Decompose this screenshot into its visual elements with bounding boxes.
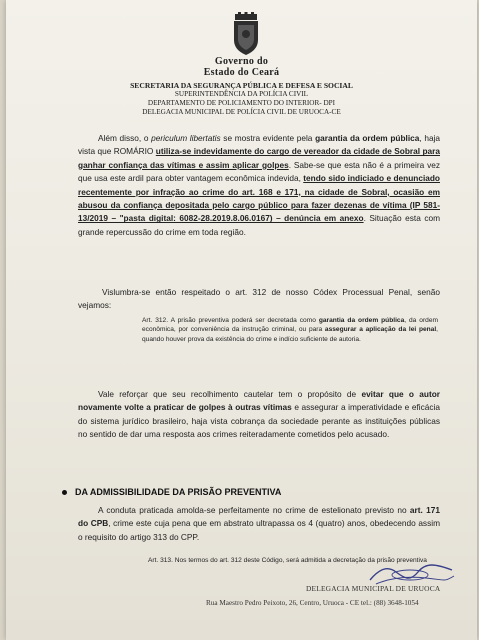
footer-address: Rua Maestro Pedro Peixoto, 26, Centro, Uruoca - CE tel.: (88) 3648-1054 [206, 599, 419, 607]
section-title: DA ADMISSIBILIDADE DA PRISÃO PREVENTIVA [62, 487, 442, 497]
government-title-line2: Estado do Ceará [203, 67, 280, 78]
bullet-icon [62, 490, 67, 495]
quote-art313: Art. 313. Nos termos do art. 312 deste Código, será admitida a decretação da prisão preventiva [148, 557, 427, 564]
footer-organization: DELEGACIA MUNICIPAL DE URUOCA [306, 584, 441, 593]
quote-art312: Art. 312. A prisão preventiva poderá ser decretada como garantia da ordem pública, da ordem econômica, por conveniência da instrução criminal, ou para assegurar a aplicação da lei penal, quando houver prova da existência do crime e indício suficiente de autoria. [142, 317, 439, 343]
header-delegacia: DELEGACIA MUNICIPAL DE POLÍCIA CIVIL DE URUOCA-CE [142, 108, 341, 116]
paragraph-periculum: Além disso, o periculum libertatis se mostra evidente pela garantia da ordem pública, haja vista que ROMÁRIO utiliza-se indevidamente do cargo de vereador da cidade de Sobral para ganhar confiança das vítimas e assim aplicar golpes. Sabe-se que esta não é a primeira vez que usa este ardil para obter vantagem econômica indevida, tendo sido indiciado e denunciado recentemente por infração ao crime do art. 168 e 171, na cidade de Sobral, ocasião em abusou da confiança depositada pelo cargo público para fazer dezenas de vítima (IP 581-13/2019 – "pasta digital: 6082-28.2019.8.06.0167) – denúncia em anexo. Situação esta com grande repercussão do crime em toda região. [78, 133, 441, 237]
document-page [6, 0, 477, 640]
header-superintendencia: SUPERINTENDÊNCIA DA POLÍCIA CIVIL [174, 90, 309, 98]
coat-of-arms-icon [232, 12, 260, 56]
header-departamento: DEPARTAMENTO DE POLICIAMENTO DO INTERIOR- DPI [147, 99, 336, 107]
paragraph-conduta: A conduta praticada amolda-se perfeitamente no crime de estelionato previsto no art. 171 do CPB, crime este cuja pena que em abstrato ultrapassa os 4 (quatro) anos, obedecendo assim o requisito do artigo 313 do CPP. [78, 505, 440, 542]
paragraph-recolhimento: Vale reforçar que seu recolhimento cautelar tem o propósito de evitar que o autor novamente volte a praticar de golpes à outras vítimas e assegurar a imperatividade e eficácia do sistema jurídico brasileiro, haja vista cobrança da sociedade perante as instituições públicas no sentido de dar uma resposta aos crimes reiteradamente cometidos pelo acusado. [78, 389, 441, 440]
government-title-line1: Governo do [214, 56, 269, 67]
paragraph-art312-intro: Vislumbra-se então respeitado o art. 312 de nosso Códex Processual Penal, senão vejamos: [78, 287, 440, 311]
header-secretaria: SECRETARIA DA SEGURANÇA PÚBLICA E DEFESA E SOCIAL [130, 81, 353, 90]
